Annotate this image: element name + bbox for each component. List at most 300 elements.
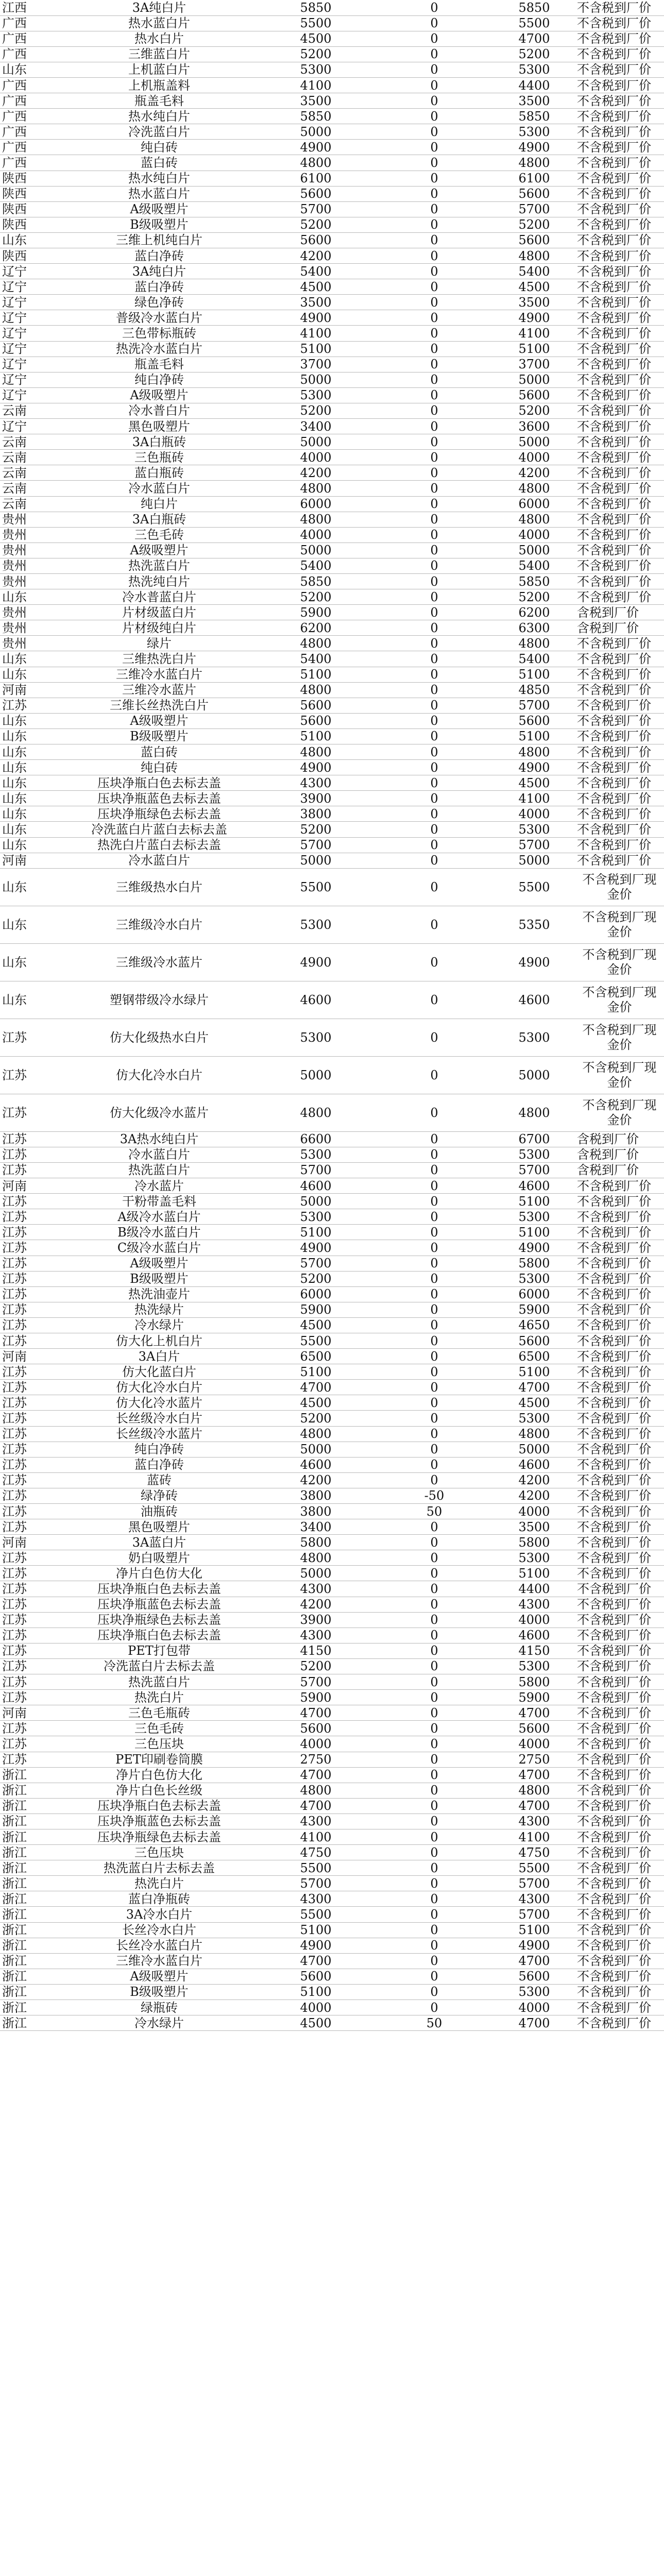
pe-table-row — [0, 1690, 664, 1705]
price-cell: 5600 — [257, 1969, 375, 1984]
spec-cell: 绿色净砖 — [62, 295, 257, 310]
new-price-cell: 4600 — [493, 1457, 575, 1472]
price-cell: 4000 — [257, 527, 375, 543]
new-price-cell: 3600 — [493, 419, 575, 434]
price-cell: 5000 — [257, 1566, 375, 1581]
spec-cell: 片材级蓝白片 — [62, 605, 257, 620]
change-cell: 0 — [375, 1566, 493, 1581]
new-price-cell: 5850 — [493, 109, 575, 124]
change-cell: 0 — [375, 1209, 493, 1225]
note-cell: 不含税到厂价 — [575, 1798, 664, 1814]
new-price-cell: 4600 — [493, 1628, 575, 1643]
pe-table-row — [0, 434, 664, 450]
spec-cell: 三维级冷水白片 — [62, 906, 257, 943]
pe-table-row — [0, 1286, 664, 1302]
new-price-cell: 4000 — [493, 1612, 575, 1628]
new-price-cell: 4900 — [493, 943, 575, 981]
change-cell: 0 — [375, 1056, 493, 1094]
change-cell: 0 — [375, 434, 493, 450]
region-cell: 山东 — [0, 728, 62, 744]
change-cell: -50 — [375, 1488, 493, 1503]
new-price-cell: 5700 — [493, 1876, 575, 1891]
spec-cell: 三色毛砖 — [62, 1721, 257, 1736]
new-price-cell: 5200 — [493, 589, 575, 605]
change-cell: 0 — [375, 1364, 493, 1380]
price-cell: 4800 — [257, 1783, 375, 1798]
change-cell: 0 — [375, 1411, 493, 1426]
region-cell: 江苏 — [0, 1566, 62, 1581]
change-cell: 0 — [375, 1612, 493, 1628]
spec-cell: A级吸塑片 — [62, 387, 257, 403]
change-cell: 0 — [375, 1628, 493, 1643]
spec-cell: 仿大化冷水蓝片 — [62, 1395, 257, 1411]
change-cell: 0 — [375, 1674, 493, 1690]
note-cell: 不含税到厂价 — [575, 1891, 664, 1907]
note-cell: 不含税到厂价 — [575, 171, 664, 186]
spec-cell: 片材级纯白片 — [62, 620, 257, 636]
price-cell: 4900 — [257, 310, 375, 326]
region-cell: 江苏 — [0, 1752, 62, 1767]
spec-cell: 绿净砖 — [62, 1488, 257, 1503]
region-cell: 江苏 — [0, 1056, 62, 1094]
price-cell: 5700 — [257, 201, 375, 217]
spec-cell: 油瓶砖 — [62, 1504, 257, 1519]
spec-cell: 热洗蓝白片 — [62, 1162, 257, 1178]
change-cell: 0 — [375, 201, 493, 217]
region-cell: 江苏 — [0, 1286, 62, 1302]
pe-table-row — [0, 682, 664, 698]
change-cell: 0 — [375, 682, 493, 698]
new-price-cell: 5300 — [493, 1019, 575, 1056]
spec-cell: 蓝白净砖 — [62, 279, 257, 295]
pe-table-row — [0, 1581, 664, 1597]
note-cell: 不含税到厂价 — [575, 853, 664, 868]
price-cell: 4800 — [257, 682, 375, 698]
change-cell: 0 — [375, 326, 493, 341]
note-cell: 不含税到厂价 — [575, 1767, 664, 1783]
region-cell: 江苏 — [0, 1581, 62, 1597]
change-cell: 0 — [375, 868, 493, 906]
spec-cell: 瓶盖毛料 — [62, 93, 257, 109]
change-cell: 0 — [375, 1907, 493, 1922]
region-cell: 江苏 — [0, 1736, 62, 1752]
pe-table-row — [0, 62, 664, 77]
note-cell: 不含税到厂价 — [575, 837, 664, 853]
change-cell: 0 — [375, 1953, 493, 1969]
region-cell: 江苏 — [0, 1302, 62, 1317]
note-cell: 不含税到厂价 — [575, 310, 664, 326]
change-cell: 50 — [375, 2015, 493, 2031]
change-cell: 0 — [375, 744, 493, 760]
region-cell: 江苏 — [0, 1550, 62, 1566]
change-cell: 0 — [375, 2000, 493, 2015]
note-cell: 不含税到厂价 — [575, 1364, 664, 1380]
price-cell: 4700 — [257, 1798, 375, 1814]
price-cell: 2750 — [257, 1752, 375, 1767]
price-cell: 5400 — [257, 651, 375, 667]
note-cell: 不含税到厂价 — [575, 264, 664, 279]
new-price-cell: 5000 — [493, 372, 575, 387]
change-cell: 0 — [375, 837, 493, 853]
spec-cell: 冷水绿片 — [62, 1317, 257, 1333]
price-cell: 5300 — [257, 1019, 375, 1056]
pe-table-row — [0, 1938, 664, 1953]
note-cell: 不含税到厂价 — [575, 279, 664, 295]
change-cell: 0 — [375, 1426, 493, 1442]
price-cell: 4200 — [257, 465, 375, 481]
pe-table-row — [0, 1922, 664, 1938]
price-cell: 6600 — [257, 1131, 375, 1147]
pe-table-row — [0, 1705, 664, 1721]
change-cell: 0 — [375, 1814, 493, 1829]
change-cell: 0 — [375, 1256, 493, 1271]
new-price-cell: 5300 — [493, 124, 575, 140]
new-price-cell: 4600 — [493, 1178, 575, 1194]
region-cell: 广西 — [0, 93, 62, 109]
note-cell: 不含税到厂价 — [575, 651, 664, 667]
price-cell: 4300 — [257, 1814, 375, 1829]
new-price-cell: 5600 — [493, 387, 575, 403]
note-cell: 不含税到厂价 — [575, 1953, 664, 1969]
price-cell: 4500 — [257, 279, 375, 295]
region-cell: 辽宁 — [0, 387, 62, 403]
change-cell: 0 — [375, 791, 493, 806]
note-cell: 不含税到厂价 — [575, 1333, 664, 1348]
pe-table-row — [0, 1209, 664, 1225]
spec-cell: 热洗白片 — [62, 1876, 257, 1891]
change-cell: 50 — [375, 1504, 493, 1519]
note-cell: 不含税到厂现金价 — [575, 1056, 664, 1094]
pe-table-row — [0, 1131, 664, 1147]
region-cell: 浙江 — [0, 1860, 62, 1876]
new-price-cell: 5600 — [493, 713, 575, 728]
price-cell: 5600 — [257, 186, 375, 201]
change-cell: 0 — [375, 1705, 493, 1721]
note-cell: 不含税到厂价 — [575, 1317, 664, 1333]
pe-table-row — [0, 512, 664, 527]
pe-table-row — [0, 1535, 664, 1550]
new-price-cell: 5850 — [493, 0, 575, 15]
spec-cell: 蓝砖 — [62, 1472, 257, 1488]
price-cell: 3500 — [257, 93, 375, 109]
pe-table-row — [0, 326, 664, 341]
note-cell: 不含税到厂价 — [575, 1442, 664, 1457]
change-cell: 0 — [375, 295, 493, 310]
pe-table-row — [0, 1302, 664, 1317]
new-price-cell: 5300 — [493, 1658, 575, 1674]
region-cell: 浙江 — [0, 1845, 62, 1860]
price-cell: 5400 — [257, 558, 375, 573]
spec-cell: 冷水蓝白片 — [62, 1147, 257, 1162]
price-cell: 4500 — [257, 1395, 375, 1411]
new-price-cell: 5000 — [493, 434, 575, 450]
pe-table-row — [0, 1969, 664, 1984]
price-cell: 6500 — [257, 1349, 375, 1364]
spec-cell: 三维冷水蓝白片 — [62, 667, 257, 682]
region-cell: 广西 — [0, 124, 62, 140]
change-cell: 0 — [375, 1597, 493, 1612]
pe-table-row — [0, 853, 664, 868]
spec-cell: 3A白片 — [62, 1349, 257, 1364]
region-cell: 辽宁 — [0, 279, 62, 295]
pe-table-row — [0, 109, 664, 124]
new-price-cell: 4100 — [493, 326, 575, 341]
change-cell: 0 — [375, 651, 493, 667]
note-cell: 不含税到厂价 — [575, 1286, 664, 1302]
new-price-cell: 5000 — [493, 543, 575, 558]
region-cell: 陕西 — [0, 186, 62, 201]
new-price-cell: 5100 — [493, 1922, 575, 1938]
note-cell: 不含税到厂价 — [575, 124, 664, 140]
spec-cell: 三色压块 — [62, 1845, 257, 1860]
price-cell: 3800 — [257, 1504, 375, 1519]
region-cell: 江苏 — [0, 1721, 62, 1736]
new-price-cell: 5100 — [493, 667, 575, 682]
new-price-cell: 5400 — [493, 651, 575, 667]
region-cell: 浙江 — [0, 1922, 62, 1938]
pe-table-row — [0, 943, 664, 981]
pe-table-row — [0, 1056, 664, 1094]
spec-cell: 长丝级冷水蓝片 — [62, 1426, 257, 1442]
spec-cell: 长丝冷水白片 — [62, 1922, 257, 1938]
change-cell: 0 — [375, 589, 493, 605]
note-cell: 不含税到厂价 — [575, 1271, 664, 1286]
pe-table-row — [0, 481, 664, 496]
spec-cell: 纯白砖 — [62, 140, 257, 155]
region-cell: 江苏 — [0, 1240, 62, 1256]
pe-table-row — [0, 496, 664, 512]
pe-table-row — [0, 1550, 664, 1566]
new-price-cell: 5200 — [493, 403, 575, 418]
region-cell: 辽宁 — [0, 419, 62, 434]
region-cell: 江苏 — [0, 1209, 62, 1225]
price-cell: 3800 — [257, 1488, 375, 1503]
new-price-cell: 4900 — [493, 1938, 575, 1953]
new-price-cell: 5300 — [493, 1550, 575, 1566]
note-cell: 不含税到厂价 — [575, 62, 664, 77]
pe-table-row — [0, 620, 664, 636]
change-cell: 0 — [375, 1019, 493, 1056]
note-cell: 不含税到厂价 — [575, 1752, 664, 1767]
change-cell: 0 — [375, 822, 493, 837]
new-price-cell: 5300 — [493, 1147, 575, 1162]
change-cell: 0 — [375, 1240, 493, 1256]
region-cell: 江苏 — [0, 1333, 62, 1348]
pe-table-row — [0, 217, 664, 232]
price-cell: 4800 — [257, 481, 375, 496]
price-cell: 4200 — [257, 1472, 375, 1488]
region-cell: 云南 — [0, 496, 62, 512]
pe-table-row — [0, 1566, 664, 1581]
change-cell: 0 — [375, 31, 493, 46]
note-cell: 不含税到厂价 — [575, 140, 664, 155]
pe-table-row — [0, 1094, 664, 1131]
change-cell: 0 — [375, 1798, 493, 1814]
price-cell: 5200 — [257, 217, 375, 232]
change-cell: 0 — [375, 310, 493, 326]
region-cell: 浙江 — [0, 1938, 62, 1953]
pe-table-row — [0, 1876, 664, 1891]
pe-table-row — [0, 1395, 664, 1411]
spec-cell: 3A热水纯白片 — [62, 1131, 257, 1147]
spec-cell: 压块净瓶白色去标去盖 — [62, 1581, 257, 1597]
pe-table-row — [0, 713, 664, 728]
change-cell: 0 — [375, 77, 493, 93]
note-cell: 不含税到厂价 — [575, 698, 664, 713]
spec-cell: 普级冷水蓝白片 — [62, 310, 257, 326]
change-cell: 0 — [375, 481, 493, 496]
note-cell: 不含税到厂价 — [575, 1938, 664, 1953]
new-price-cell: 4000 — [493, 2000, 575, 2015]
region-cell: 山东 — [0, 837, 62, 853]
spec-cell: 压块净瓶蓝色去标去盖 — [62, 791, 257, 806]
price-cell: 4800 — [257, 1094, 375, 1131]
note-cell: 不含税到厂价 — [575, 1194, 664, 1209]
price-cell: 4100 — [257, 326, 375, 341]
spec-cell: 热水纯白片 — [62, 109, 257, 124]
pe-table-row — [0, 1457, 664, 1472]
note-cell: 不含税到厂价 — [575, 1426, 664, 1442]
new-price-cell: 4700 — [493, 1705, 575, 1721]
pe-table-row — [0, 1643, 664, 1658]
spec-cell: 上机瓶盖料 — [62, 77, 257, 93]
change-cell: 0 — [375, 1380, 493, 1395]
change-cell: 0 — [375, 620, 493, 636]
spec-cell: 奶白吸塑片 — [62, 1550, 257, 1566]
note-cell: 不含税到厂价 — [575, 1922, 664, 1938]
spec-cell: 三色带标瓶砖 — [62, 326, 257, 341]
note-cell: 不含税到厂价 — [575, 201, 664, 217]
new-price-cell: 4500 — [493, 775, 575, 791]
spec-cell: 蓝白净砖 — [62, 248, 257, 264]
spec-cell: A级冷水蓝白片 — [62, 1209, 257, 1225]
price-cell: 4900 — [257, 1938, 375, 1953]
price-cell: 5900 — [257, 605, 375, 620]
note-cell: 不含税到厂价 — [575, 1349, 664, 1364]
pe-table-row — [0, 295, 664, 310]
price-cell: 5100 — [257, 1364, 375, 1380]
note-cell: 不含税到厂价 — [575, 744, 664, 760]
note-cell: 不含税到厂价 — [575, 450, 664, 465]
region-cell: 山东 — [0, 744, 62, 760]
new-price-cell: 5300 — [493, 1271, 575, 1286]
price-cell: 4000 — [257, 1736, 375, 1752]
new-price-cell: 5000 — [493, 1442, 575, 1457]
price-cell: 4700 — [257, 1380, 375, 1395]
change-cell: 0 — [375, 1938, 493, 1953]
price-cell: 5800 — [257, 1535, 375, 1550]
price-cell: 5600 — [257, 698, 375, 713]
spec-cell: 压块净瓶白色去标去盖 — [62, 775, 257, 791]
region-cell: 江苏 — [0, 1019, 62, 1056]
new-price-cell: 3500 — [493, 1519, 575, 1535]
price-cell: 4700 — [257, 1705, 375, 1721]
spec-cell: 三色压块 — [62, 1736, 257, 1752]
spec-cell: 蓝白净砖 — [62, 1457, 257, 1472]
region-cell: 河南 — [0, 1535, 62, 1550]
new-price-cell: 4200 — [493, 465, 575, 481]
spec-cell: 热洗蓝白片 — [62, 1674, 257, 1690]
price-cell: 3400 — [257, 419, 375, 434]
note-cell: 不含税到厂价 — [575, 217, 664, 232]
note-cell: 不含税到厂价 — [575, 1705, 664, 1721]
price-cell: 5300 — [257, 1209, 375, 1225]
price-cell: 4600 — [257, 981, 375, 1019]
spec-cell: 蓝白砖 — [62, 155, 257, 171]
spec-cell: 塑钢带级冷水绿片 — [62, 981, 257, 1019]
price-cell: 5200 — [257, 1271, 375, 1286]
region-cell: 浙江 — [0, 1814, 62, 1829]
new-price-cell: 4800 — [493, 1094, 575, 1131]
note-cell: 不含税到厂价 — [575, 1519, 664, 1535]
pe-table-row — [0, 155, 664, 171]
price-cell: 5000 — [257, 1442, 375, 1457]
price-cell: 5200 — [257, 1411, 375, 1426]
region-cell: 河南 — [0, 682, 62, 698]
new-price-cell: 6100 — [493, 171, 575, 186]
note-cell: 不含税到厂价 — [575, 186, 664, 201]
spec-cell: PET打包带 — [62, 1643, 257, 1658]
note-cell: 含税到厂价 — [575, 1147, 664, 1162]
price-cell: 4800 — [257, 155, 375, 171]
spec-cell: C级冷水蓝白片 — [62, 1240, 257, 1256]
note-cell: 不含税到厂价 — [575, 1395, 664, 1411]
new-price-cell: 6000 — [493, 496, 575, 512]
price-cell: 5600 — [257, 713, 375, 728]
price-cell: 5500 — [257, 1907, 375, 1922]
region-cell: 陕西 — [0, 217, 62, 232]
note-cell: 不含税到厂价 — [575, 1504, 664, 1519]
new-price-cell: 5100 — [493, 1566, 575, 1581]
note-cell: 不含税到厂现金价 — [575, 981, 664, 1019]
pe-table-row — [0, 1349, 664, 1364]
region-cell: 陕西 — [0, 248, 62, 264]
note-cell: 不含税到厂价 — [575, 1736, 664, 1752]
spec-cell: A级吸塑片 — [62, 713, 257, 728]
change-cell: 0 — [375, 775, 493, 791]
region-cell: 贵州 — [0, 527, 62, 543]
note-cell: 不含税到厂价 — [575, 357, 664, 372]
note-cell: 不含税到厂现金价 — [575, 906, 664, 943]
spec-cell: 冷水绿片 — [62, 2015, 257, 2031]
change-cell: 0 — [375, 573, 493, 589]
new-price-cell: 5300 — [493, 1209, 575, 1225]
new-price-cell: 5900 — [493, 1690, 575, 1705]
change-cell: 0 — [375, 1178, 493, 1194]
change-cell: 0 — [375, 1969, 493, 1984]
price-cell: 5000 — [257, 543, 375, 558]
pe-table-row — [0, 1472, 664, 1488]
price-cell: 4100 — [257, 77, 375, 93]
pe-table-row — [0, 171, 664, 186]
price-cell: 5000 — [257, 372, 375, 387]
new-price-cell: 5400 — [493, 264, 575, 279]
pe-table-row — [0, 906, 664, 943]
note-cell: 不含税到厂价 — [575, 1209, 664, 1225]
new-price-cell: 4800 — [493, 155, 575, 171]
new-price-cell: 4700 — [493, 2015, 575, 2031]
pe-table-row — [0, 77, 664, 93]
price-cell: 5700 — [257, 837, 375, 853]
new-price-cell: 4800 — [493, 481, 575, 496]
note-cell: 不含税到厂价 — [575, 1721, 664, 1736]
pe-table-row — [0, 806, 664, 822]
note-cell: 不含税到厂价 — [575, 713, 664, 728]
pe-table-row — [0, 450, 664, 465]
spec-cell: 冷水蓝白片 — [62, 481, 257, 496]
pe-table-row — [0, 636, 664, 651]
price-cell: 4300 — [257, 1891, 375, 1907]
